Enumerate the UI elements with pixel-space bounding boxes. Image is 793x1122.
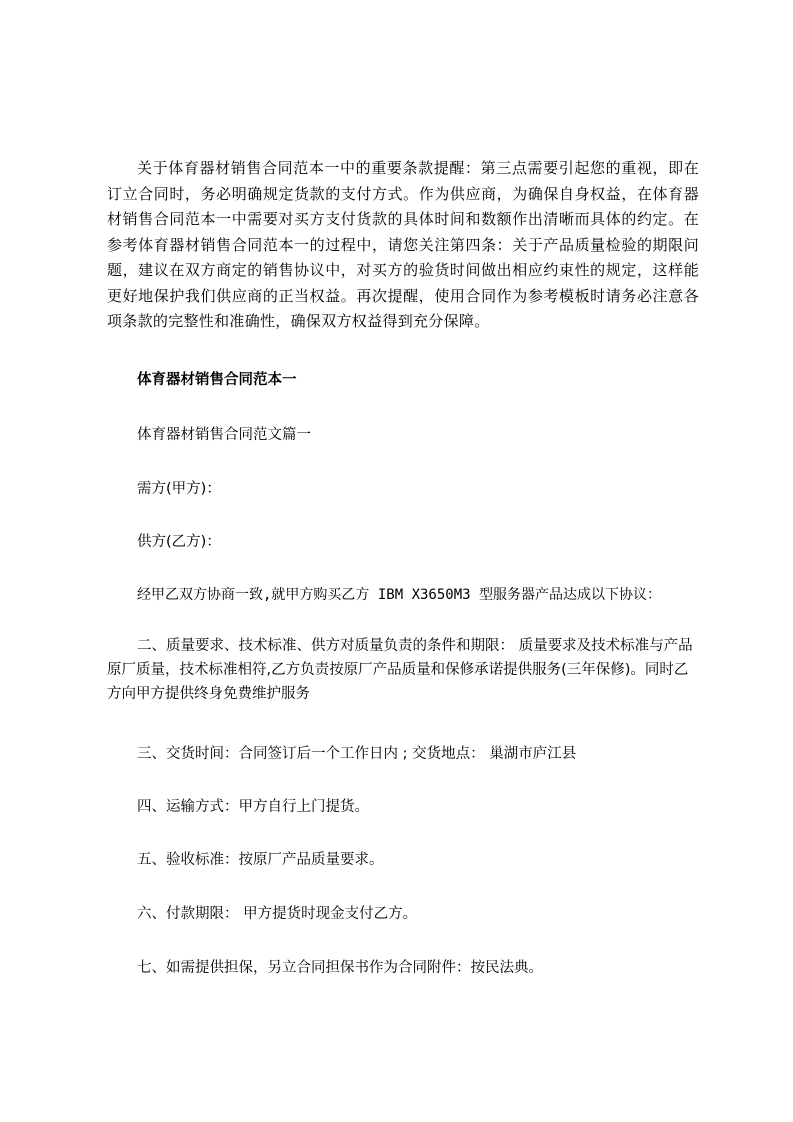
agreement-line: 经甲乙双方协商一致,就甲方购买乙方 IBM X3650M3 型服务器产品达成以下协议： [137,587,662,603]
buyer-line: 需方(甲方)： [137,481,221,497]
clause-payment: 六、付款期限： 甲方提货时现金支付乙方。 [137,906,418,922]
contract-heading: 体育器材销售合同范本一 [137,372,297,388]
clause-transport: 四、运输方式：甲方自行上门提货。 [137,799,369,815]
clause-guarantee: 七、如需提供担保，另立合同担保书作为合同附件：按民法典。 [137,960,543,976]
clause-quality: 二、质量要求、技术标准、供方对质量负责的条件和期限： 质量要求及技术标准与产品原厂质量，技术标准相符,乙方负责按原厂产品质量和保修承诺提供服务(三年保修)。同时乙方向甲方提供终身免费维护服务 [107,638,693,702]
seller-line: 供方(乙方)： [137,534,221,550]
intro-paragraph: 关于体育器材销售合同范本一中的重要条款提醒：第三点需要引起您的重视，即在订立合同时，务必明确规定货款的支付方式。作为供应商，为确保自身权益，在体育器材销售合同范本一中需要对买方支付货款的具体时间和数额作出清晰而具体的约定。在参考体育器材销售合同范本一的过程中，请您关注第四条：关于产品质量检验的期限问题，建议在双方商定的销售协议中，对买方的验货时间做出相应约束性的规定，这样能更好地保护我们供应商的正当权益。再次提醒，使用合同作为参考模板时请务必注意各项条款的完整性和准确性，确保双方权益得到充分保障。 [107,159,699,330]
clause-delivery: 三、交货时间：合同签订后一个工作日内 ; 交货地点： 巢湖市庐江县 [137,746,577,762]
contract-subheading: 体育器材销售合同范文篇一 [137,427,311,443]
clause-acceptance: 五、验收标准：按原厂产品质量要求。 [137,852,384,868]
